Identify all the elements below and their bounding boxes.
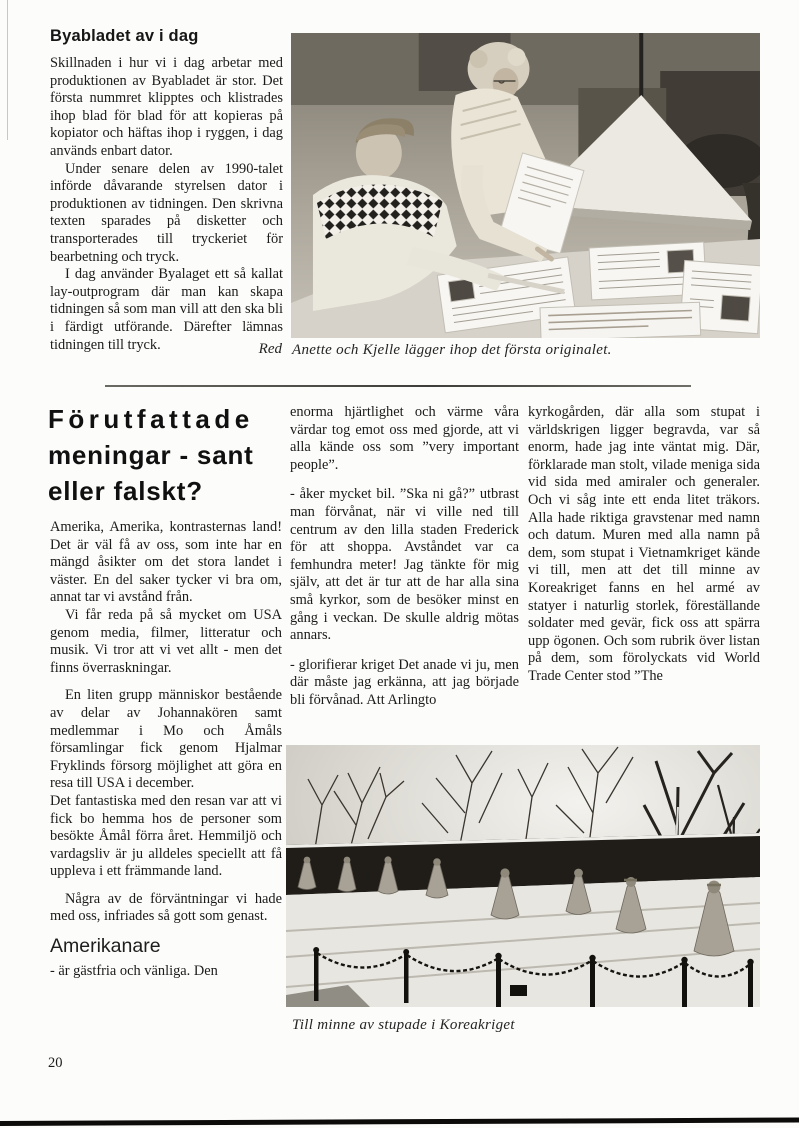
col1-paragraph-5: Några av de förväntningar vi hade med oss, infriades så gott som genast.: [50, 890, 282, 925]
headline-line-1: Förutfattade: [48, 404, 254, 434]
bottom-photo-caption: Till minne av stupade i Koreakriget: [292, 1017, 515, 1033]
layout-work-photo-illustration: [291, 33, 760, 338]
col1-paragraph-3: En liten grupp människor bestående av delar av Johannakören samt medlemmar i Mo och Åmåls församlingar fick genom Hjalmar Fryklinds försorg möjlighet att göra en resa till USA i december.: [50, 687, 282, 792]
byabladet-section: [50, 27, 283, 354]
col1-paragraph-1: Amerika, Amerika, kontrasternas land! Det är väl få av oss, som inte har en mängd åsikter om det stora landet i väster. En del saker tycker vi bra om, annat tar vi avstånd från.: [50, 519, 282, 606]
section-divider: [105, 385, 691, 387]
headline-line-2: meningar - sant: [48, 440, 254, 470]
page-number: 20: [48, 1055, 63, 1071]
col1-paragraph-4: Det fantastiska med den resan var att vi fick bo hemma hos de personer som besökte Åmål förra året. Hemmiljö och vardagsliv är ju alldeles speciellt att få uppleva i ett främmande land.: [50, 792, 282, 880]
col1-paragraph-2: Vi får reda på så mycket om USA genom media, filmer, litteratur och musik. Vi tror att vi vet allt - men det finns överraskningar.: [50, 606, 282, 676]
editor-signature: Red: [258, 341, 282, 357]
col2-paragraph-2: - åker mycket bil. ”Ska ni gå?” utbrast man förvånat, när vi ville ned till centrum av den lilla staden Frederick för att shoppa. Avståndet var ca femhundra meter! Jag tänkte för mig själv, att det är tur att de har alla sina små kyrkor, som de besöker minst en gång i veckan. De skulle aldrig mötas annars.: [290, 486, 519, 644]
scan-edge-shadow: [0, 1117, 799, 1126]
col3-paragraph-1: kyrkogården, där alla som stupat i världskrigen ligger begravda, var så enorm, hade jag inte väntat mig. Där, förklarade man stolt, vilade meniga sida vid sida med amiraler och generaler. Och vi såg inte ett enda litet träkors. Alla hade riktiga gravstenar med namn och datum. Muren med alla namn på dem, som stupat i Vietnamkriget kände vi till, men att det till minne av Koreakriget fanns en hel armé av statyer i naturlig storlek, föreställande soldater med gevär, fick oss att spärra upp ögonen. Och som rubrik över listan på dem, som förolyckats vid World Trade Center stod ”The: [528, 404, 760, 684]
byabladet-paragraph-1: Skillnaden i hur vi i dag arbetar med produktionen av Byabladet är stor. Det första nummret klipptes och klistrades ihop blad för blad för att kopieras på kopiator och häftas ihop i ryggen, i dag används enbart dator.: [50, 55, 283, 159]
article-column-3: [528, 404, 760, 686]
scan-edge-line: [7, 0, 8, 140]
byabladet-heading: Byabladet av i dag: [50, 27, 199, 45]
korea-memorial-photo-illustration: [286, 745, 760, 1007]
col2-paragraph-3: - glorifierar kriget Det anade vi ju, men där måste jag erkänna, att jag började bli förvånad. Att Arlingto: [290, 656, 519, 708]
top-photo-caption: Anette och Kjelle lägger ihop det första originalet.: [292, 342, 612, 358]
article-column-1: [50, 519, 282, 981]
amerikanare-subheading: Amerikanare: [50, 935, 161, 958]
article-headline: [48, 401, 298, 509]
col2-paragraph-1: enorma hjärtlighet och värme våra värdar tog emot oss med gjorde, att vi alla kände oss som ”very important people”.: [290, 404, 519, 473]
col1-paragraph-6: - är gästfria och vänliga. Den: [50, 963, 218, 980]
korea-memorial-photo: [286, 745, 760, 1007]
layout-work-photo: [291, 33, 760, 338]
headline-line-3: eller falskt?: [48, 476, 203, 506]
article-column-2: [290, 404, 519, 722]
byabladet-paragraph-2: Under senare delen av 1990-talet införde dåvarande styrelsen dator i produktionen av tidningen. Den skrivna texten sparades på disketter och transporterades till tryckeriet för bearbetning och tryck.: [50, 160, 283, 265]
byabladet-paragraph-3: I dag använder Byalaget ett så kallat lay-outprogram där man kan skapa tidningen så som man vill att den ska bli i färdigt utförande. Därefter lämnas tidningen till tryck.: [50, 266, 283, 353]
